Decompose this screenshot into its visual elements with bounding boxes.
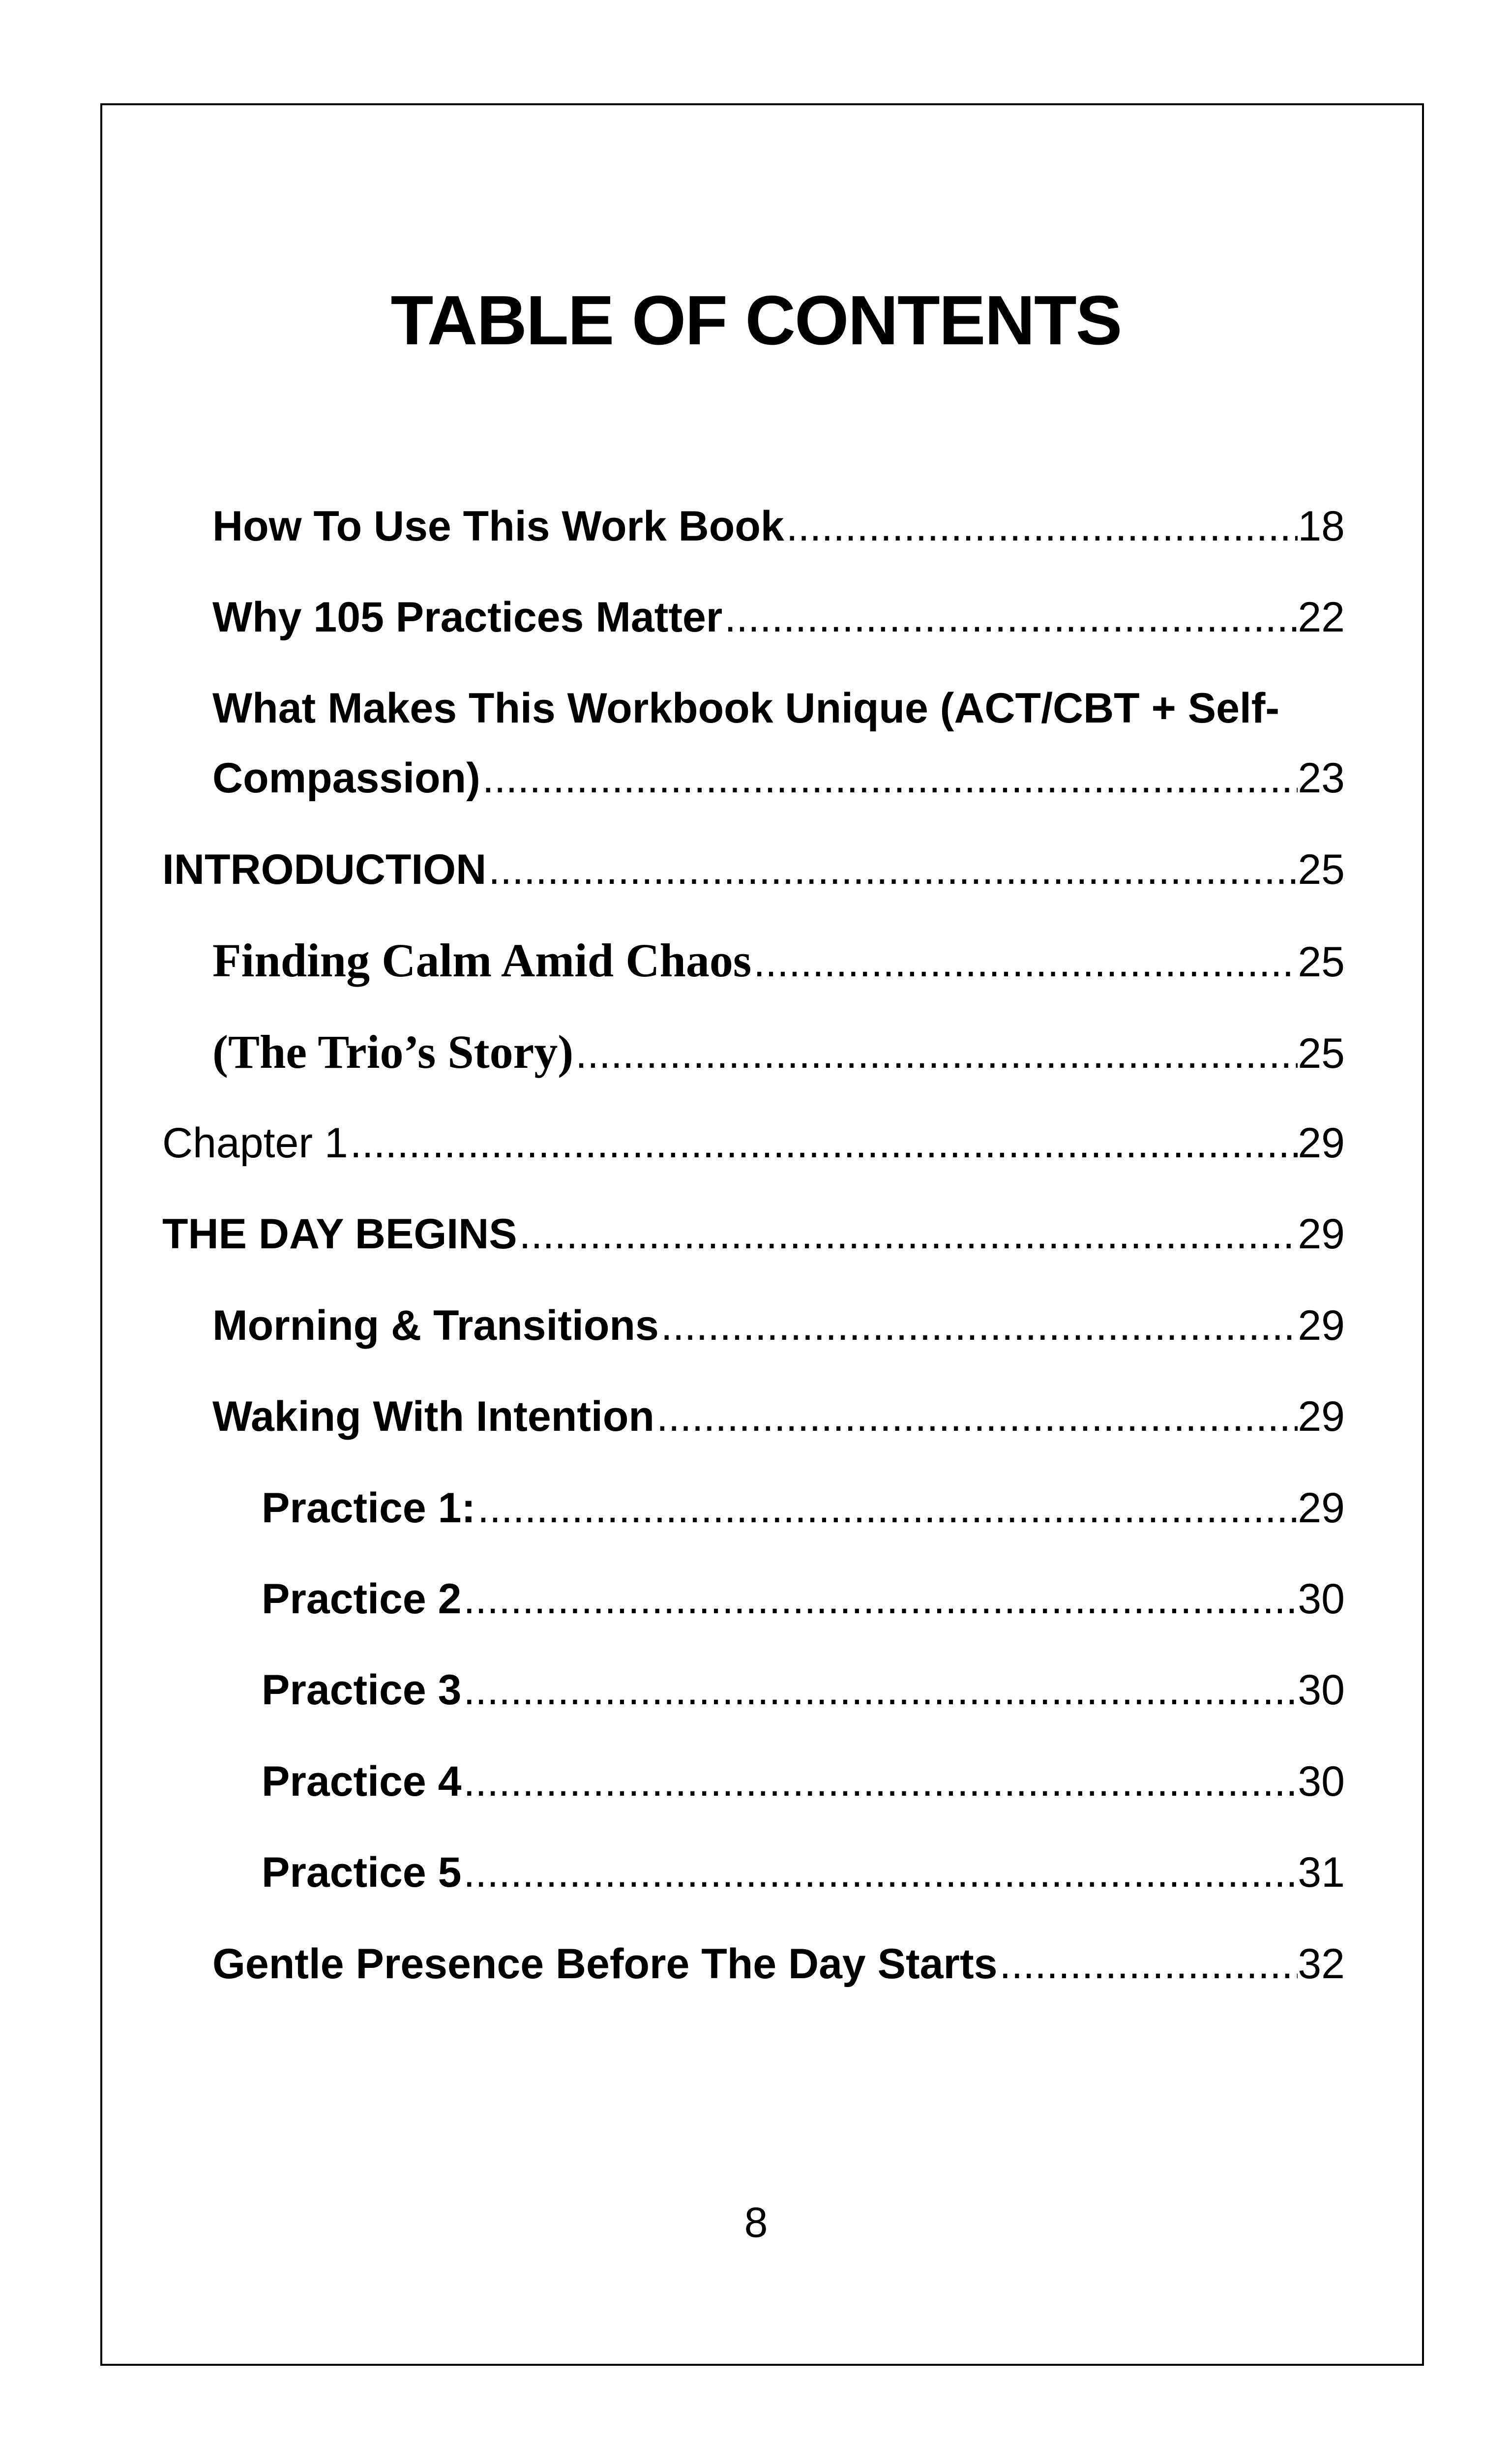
toc-entry-page: 23	[1298, 754, 1345, 802]
toc-entry-label: Practice 3	[262, 1666, 462, 1714]
toc-entry[interactable]	[212, 1023, 1345, 1082]
dot-leader	[751, 933, 1298, 990]
dot-leader	[480, 749, 1298, 808]
dot-leader	[654, 1387, 1298, 1446]
toc-entry-page: 22	[1298, 594, 1345, 641]
toc-entry-label: Finding Calm Amid Chaos	[212, 934, 752, 987]
toc-entry[interactable]	[262, 1569, 1345, 1629]
toc-entry-page: 29	[1298, 1393, 1345, 1440]
toc-entry[interactable]	[212, 497, 1345, 556]
toc-entry-page: 30	[1298, 1666, 1345, 1714]
toc-entry-label: How To Use This Work Book	[212, 503, 784, 550]
toc-entry-label: Compassion)	[212, 754, 480, 802]
toc-entry-page: 25	[1298, 1030, 1345, 1077]
dot-leader	[348, 1114, 1298, 1173]
toc-entry[interactable]	[262, 1752, 1345, 1811]
toc-entry-page: 29	[1298, 1210, 1345, 1258]
toc-entry-label: THE DAY BEGINS	[162, 1210, 517, 1258]
toc-entry[interactable]	[212, 1934, 1345, 1993]
dot-leader	[659, 1296, 1298, 1355]
toc-entry-label: Waking With Intention	[212, 1393, 654, 1440]
toc-entry-page: 32	[1298, 1940, 1345, 1988]
toc-entry-label: Morning & Transitions	[212, 1302, 659, 1349]
toc-entry-page: 30	[1298, 1575, 1345, 1623]
toc-entry-label-line1: What Makes This Workbook Unique (ACT/CBT + Self-	[212, 685, 1280, 732]
toc-entry-page: 29	[1298, 1302, 1345, 1349]
dot-leader	[517, 1205, 1298, 1264]
toc-entry[interactable]	[162, 1205, 1345, 1264]
toc-entry[interactable]	[212, 749, 1345, 808]
toc-entry-label: Practice 5	[262, 1849, 462, 1896]
toc-entry[interactable]	[212, 931, 1345, 990]
toc-entry[interactable]	[162, 1114, 1345, 1173]
toc-entry[interactable]	[162, 840, 1345, 899]
toc-entry[interactable]	[212, 1387, 1345, 1446]
toc-entry-page: 29	[1298, 1119, 1345, 1167]
toc-entry-page: 29	[1298, 1484, 1345, 1532]
toc-entry-page: 25	[1298, 938, 1345, 986]
toc-entry-label: Gentle Presence Before The Day Starts	[212, 1940, 998, 1988]
toc-entry[interactable]	[212, 1296, 1345, 1355]
dot-leader	[461, 1569, 1298, 1629]
toc-entry-label: Chapter 1	[162, 1119, 348, 1167]
toc-entry[interactable]	[262, 1478, 1345, 1538]
toc-entry-label: Practice 4	[262, 1758, 462, 1805]
toc-entry[interactable]	[212, 588, 1345, 647]
toc-title: TABLE OF CONTENTS	[390, 281, 1122, 360]
dot-leader	[486, 840, 1298, 899]
toc-entry-label: Practice 1:	[262, 1484, 476, 1532]
dot-leader	[461, 1752, 1298, 1811]
dot-leader	[784, 497, 1298, 556]
dot-leader	[997, 1934, 1298, 1993]
dot-leader	[722, 588, 1298, 647]
dot-leader	[461, 1660, 1298, 1719]
toc-entry[interactable]	[262, 1660, 1345, 1719]
toc-entry-page: 30	[1298, 1758, 1345, 1805]
toc-entry[interactable]	[262, 1843, 1345, 1902]
toc-entry-label: INTRODUCTION	[162, 846, 487, 893]
toc-entry-label: Why 105 Practices Matter	[212, 594, 723, 641]
page-number: 8	[744, 2199, 768, 2246]
dot-leader	[573, 1024, 1298, 1082]
toc-entry-page: 31	[1298, 1849, 1345, 1896]
toc-entry-page: 25	[1298, 846, 1345, 893]
dot-leader	[475, 1478, 1298, 1538]
dot-leader	[461, 1843, 1298, 1902]
toc-entry-label: Practice 2	[262, 1575, 462, 1623]
toc-entry-label: (The Trio’s Story)	[212, 1025, 574, 1078]
toc-entry-page: 18	[1298, 503, 1345, 550]
